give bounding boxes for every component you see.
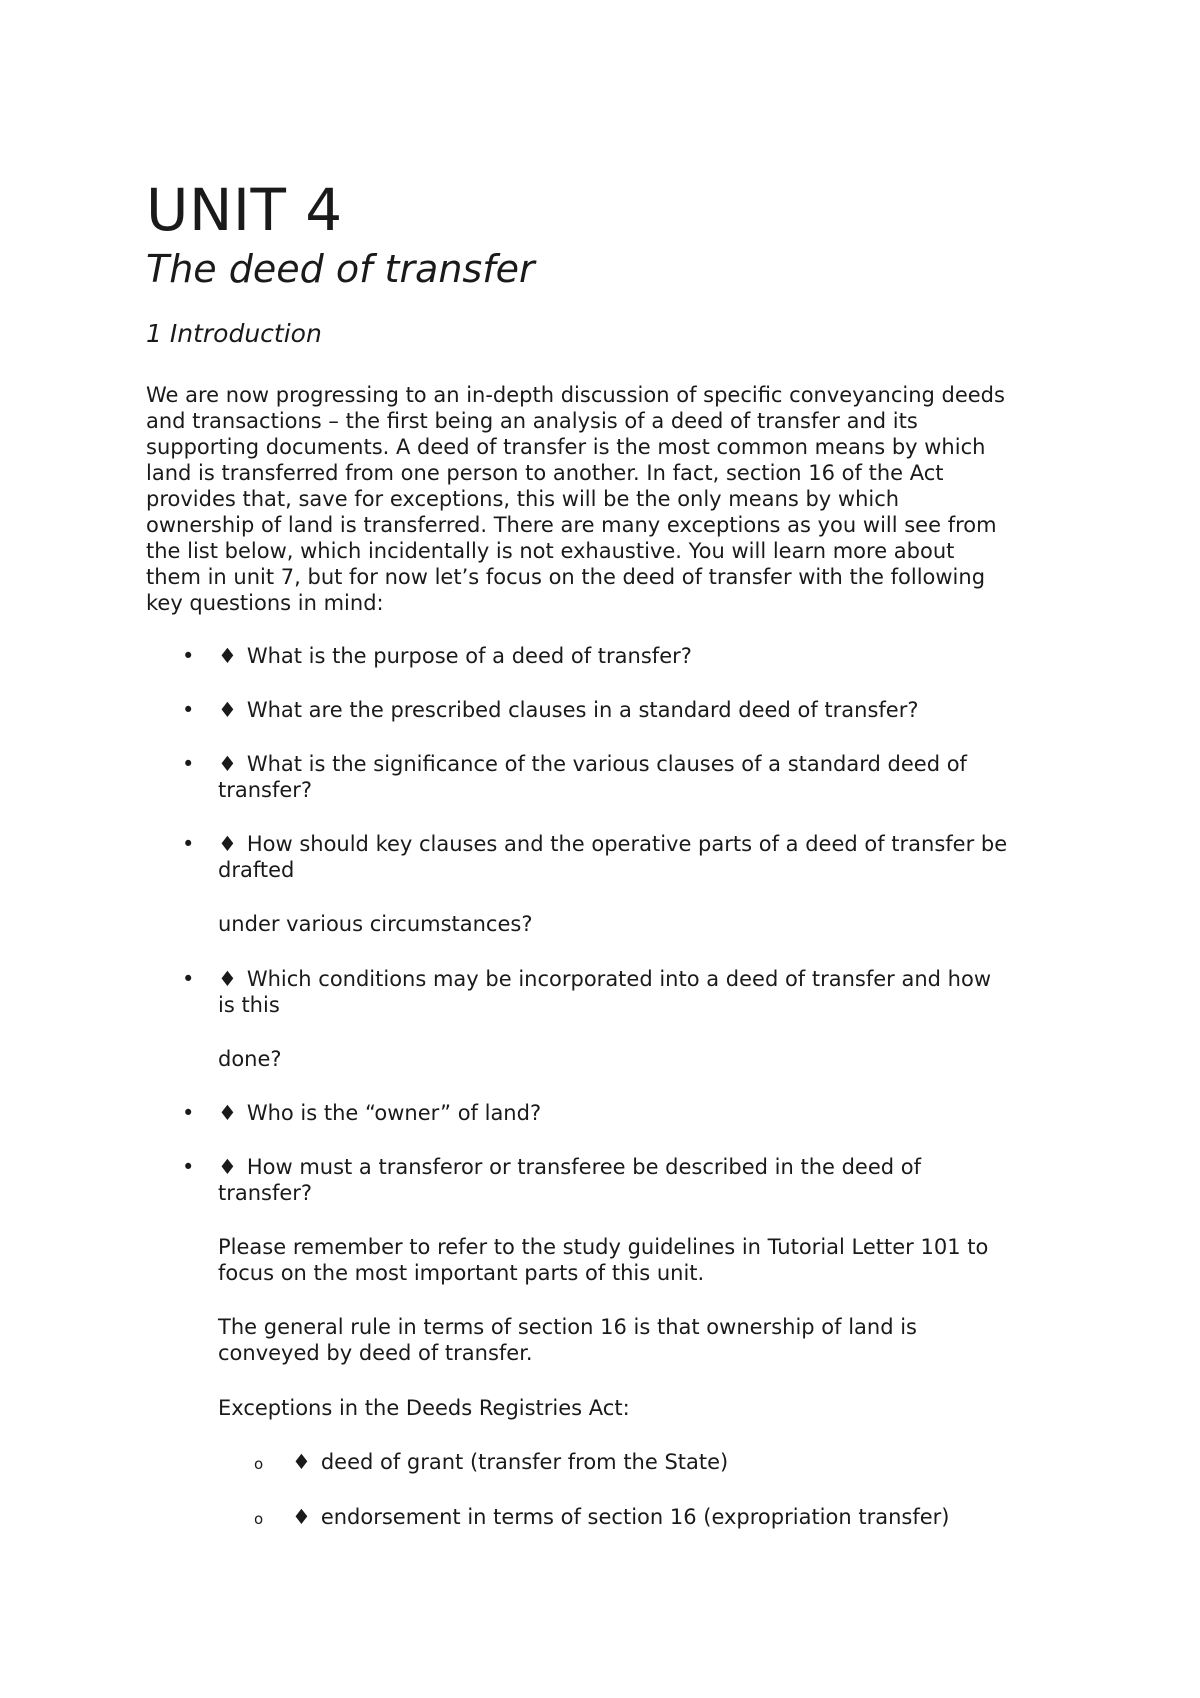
question-continuation: under various circumstances? (218, 912, 533, 936)
intro-line: We are now progressing to an in-depth discussion of specific conveyancing deeds (146, 383, 1005, 407)
question-line: What is the purpose of a deed of transfer? (246, 644, 692, 668)
general-rule-line: conveyed by deed of transfer. (218, 1341, 533, 1365)
diamond-icon: ♦ (218, 752, 237, 776)
intro-line: land is transferred from one person to another. In fact, section 16 of the Act (146, 461, 944, 485)
question-text (218, 966, 1082, 1018)
circle-bullet-icon: o (254, 1455, 264, 1473)
bullet-icon: • (182, 967, 195, 991)
diamond-icon: ♦ (218, 1101, 237, 1125)
diamond-icon: ♦ (292, 1505, 311, 1529)
intro-line: them in unit 7, but for now let’s focus on the deed of transfer with the following (146, 565, 986, 589)
question-text (218, 1100, 1082, 1126)
exception-text (292, 1449, 1082, 1475)
exception-label: deed of grant (transfer from the State) (320, 1450, 729, 1474)
question-line: How should key clauses and the operative parts of a deed of transfer be (246, 832, 1008, 856)
question-text (218, 1154, 1082, 1206)
intro-line: the list below, which incidentally is not exhaustive. You will learn more about (146, 539, 955, 563)
diamond-icon: ♦ (218, 644, 237, 668)
general-rule-line: The general rule in terms of section 16 is that ownership of land is (218, 1315, 917, 1339)
question-text (218, 831, 1082, 883)
question-line: Who is the “owner” of land? (246, 1101, 542, 1125)
question-line: transfer? (218, 1181, 313, 1205)
question-text (218, 751, 1082, 803)
reminder-line: Please remember to refer to the study guidelines in Tutorial Letter 101 to (218, 1235, 989, 1259)
unit-subtitle: The deed of transfer (146, 247, 535, 291)
diamond-icon: ♦ (292, 1450, 311, 1474)
bullet-icon: • (182, 698, 195, 722)
question-text (218, 643, 1082, 669)
exceptions-heading: Exceptions in the Deeds Registries Act: (218, 1396, 630, 1420)
question-line: Which conditions may be incorporated into a deed of transfer and how (246, 967, 992, 991)
question-line: drafted (218, 858, 295, 882)
question-line: How must a transferor or transferee be described in the deed of (246, 1155, 922, 1179)
intro-paragraph (146, 382, 1076, 616)
question-line: is this (218, 993, 280, 1017)
question-line: What are the prescribed clauses in a standard deed of transfer? (246, 698, 919, 722)
diamond-icon: ♦ (218, 967, 237, 991)
bullet-icon: • (182, 1155, 195, 1179)
intro-line: ownership of land is transferred. There are many exceptions as you will see from (146, 513, 997, 537)
diamond-icon: ♦ (218, 1155, 237, 1179)
question-line: transfer? (218, 778, 313, 802)
question-continuation: done? (218, 1047, 282, 1071)
question-line: What is the significance of the various clauses of a standard deed of (246, 752, 967, 776)
reminder-line: focus on the most important parts of this unit. (218, 1261, 705, 1285)
unit-title: UNIT 4 (146, 176, 343, 244)
intro-line: supporting documents. A deed of transfer is the most common means by which (146, 435, 986, 459)
general-rule-paragraph (218, 1314, 1082, 1366)
diamond-icon: ♦ (218, 832, 237, 856)
circle-bullet-icon: o (254, 1510, 264, 1528)
exception-label: endorsement in terms of section 16 (expropriation transfer) (320, 1505, 950, 1529)
exception-text (292, 1504, 1082, 1530)
bullet-icon: • (182, 752, 195, 776)
intro-line: provides that, save for exceptions, this will be the only means by which (146, 487, 900, 511)
diamond-icon: ♦ (218, 698, 237, 722)
intro-line: and transactions – the first being an analysis of a deed of transfer and its (146, 409, 918, 433)
bullet-icon: • (182, 1101, 195, 1125)
question-text (218, 697, 1082, 723)
section-heading: 1 Introduction (146, 319, 322, 348)
bullet-icon: • (182, 644, 195, 668)
bullet-icon: • (182, 832, 195, 856)
intro-line: key questions in mind: (146, 591, 384, 615)
reminder-paragraph (218, 1234, 1082, 1286)
